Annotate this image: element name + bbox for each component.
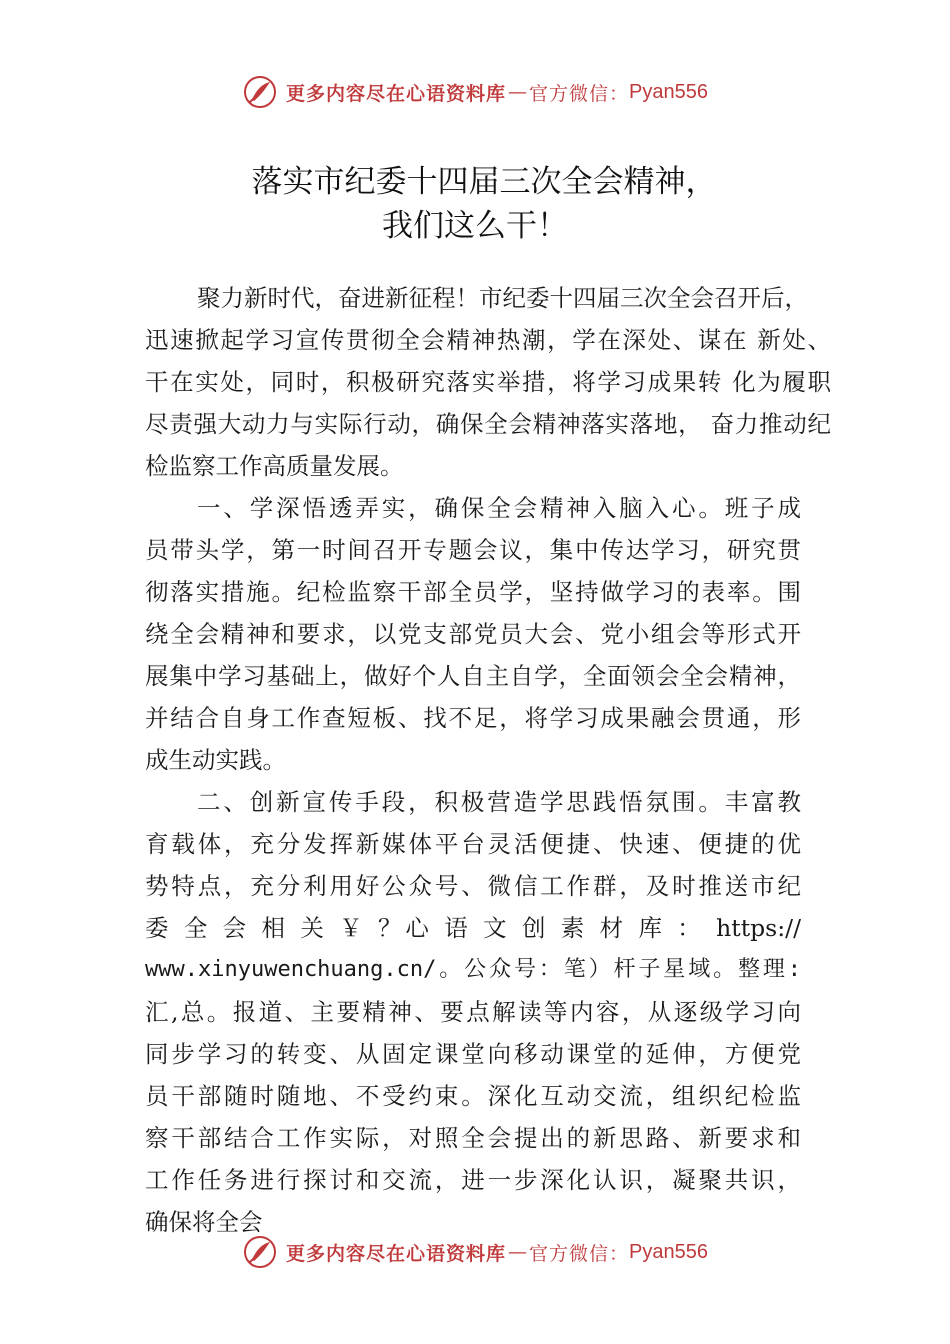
banner-wechat-label: 官方微信： [529,82,630,105]
footer-watermark-banner [0,1232,950,1272]
title-line-1: 落实市纪委十四届三次全会精神， [251,164,717,200]
text-line: 并结合自身工作查短板、找不足，将学习成果融会贯通，形 [145,704,801,732]
text-line: 检监察工作高质量发展。 [145,452,404,480]
feather-pen-icon [242,74,278,110]
text-line: 迅速掀起学习宣传贯彻全会精神热潮，学在深处、谋在 新处、 [145,326,831,354]
text-line: 势特点，充分利用好公众号、微信工作群，及时推送市纪 [145,872,801,900]
text-line: 尽责强大动力与实际行动，确保全会精神落实落地， 奋力推动纪 [145,410,831,438]
text-line: 一、学深悟透弄实，确保全会精神入脑入心。班子成 [197,494,801,522]
feather-pen-icon [242,1234,278,1270]
text-line: 展集中学习基础上，做好个人自主自学，全面领会全会精神， [145,662,801,690]
title-line-2: 我们这么干！ [382,208,568,244]
text-line: 工作任务进行探讨和交流，进一步深化认识，凝聚共识， [145,1166,801,1194]
text-line: 察干部结合工作实际，对照全会提出的新思路、新要求和 [145,1124,801,1152]
banner-separator: — [508,1241,528,1263]
text-line: 同步学习的转变、从固定课堂向移动课堂的延伸，方便党 [145,1040,801,1068]
banner-wechat-id: Pyan556 [629,80,708,103]
banner-wechat-id: Pyan556 [629,1240,708,1263]
banner-text: 更多内容尽在心语资料库 [286,1242,507,1265]
document-title [0,160,950,248]
text-line: 二、创新宣传手段，积极营造学思践悟氛围。丰富教 [197,788,801,816]
text-line: 育载体，充分发挥新媒体平台灵活便捷、快速、便捷的优 [145,830,801,858]
text-line: 干在实处，同时，积极研究落实举措，将学习成果转 化为履职 [145,368,831,396]
text-line: 绕全会精神和要求，以党支部党员大会、党小组会等形式开 [145,620,801,648]
text-line: 聚力新时代，奋进新征程！市纪委十四届三次全会召开后， [197,284,808,312]
header-watermark-banner [0,72,950,112]
banner-separator: — [508,81,528,103]
text-line: 汇,总。报道、主要精神、要点解读等内容，从逐级学习向 [145,998,801,1026]
text-line: 员带头学，第一时间召开专题会议，集中传达学习，研究贯 [145,536,801,564]
text-line: 彻落实措施。纪检监察干部全员学，坚持做学习的表率。围 [145,578,801,606]
text-line: 确保将全会 [145,1208,263,1236]
text-line: 成生动实践。 [145,746,286,774]
text-line: www.xinyuwenchuang.cn/。公众号：笔）杆子星域。整理: [145,957,801,982]
text-line: 员干部随时随地、不受约束。深化互动交流，组织纪检监 [145,1082,801,1110]
banner-wechat-label: 官方微信： [529,1242,630,1265]
text-line: 委 全 会 相 关 ￥ ？心 语 文 创 素 材 库 ： https:// [145,914,801,942]
banner-text: 更多内容尽在心语资料库 [286,82,507,105]
